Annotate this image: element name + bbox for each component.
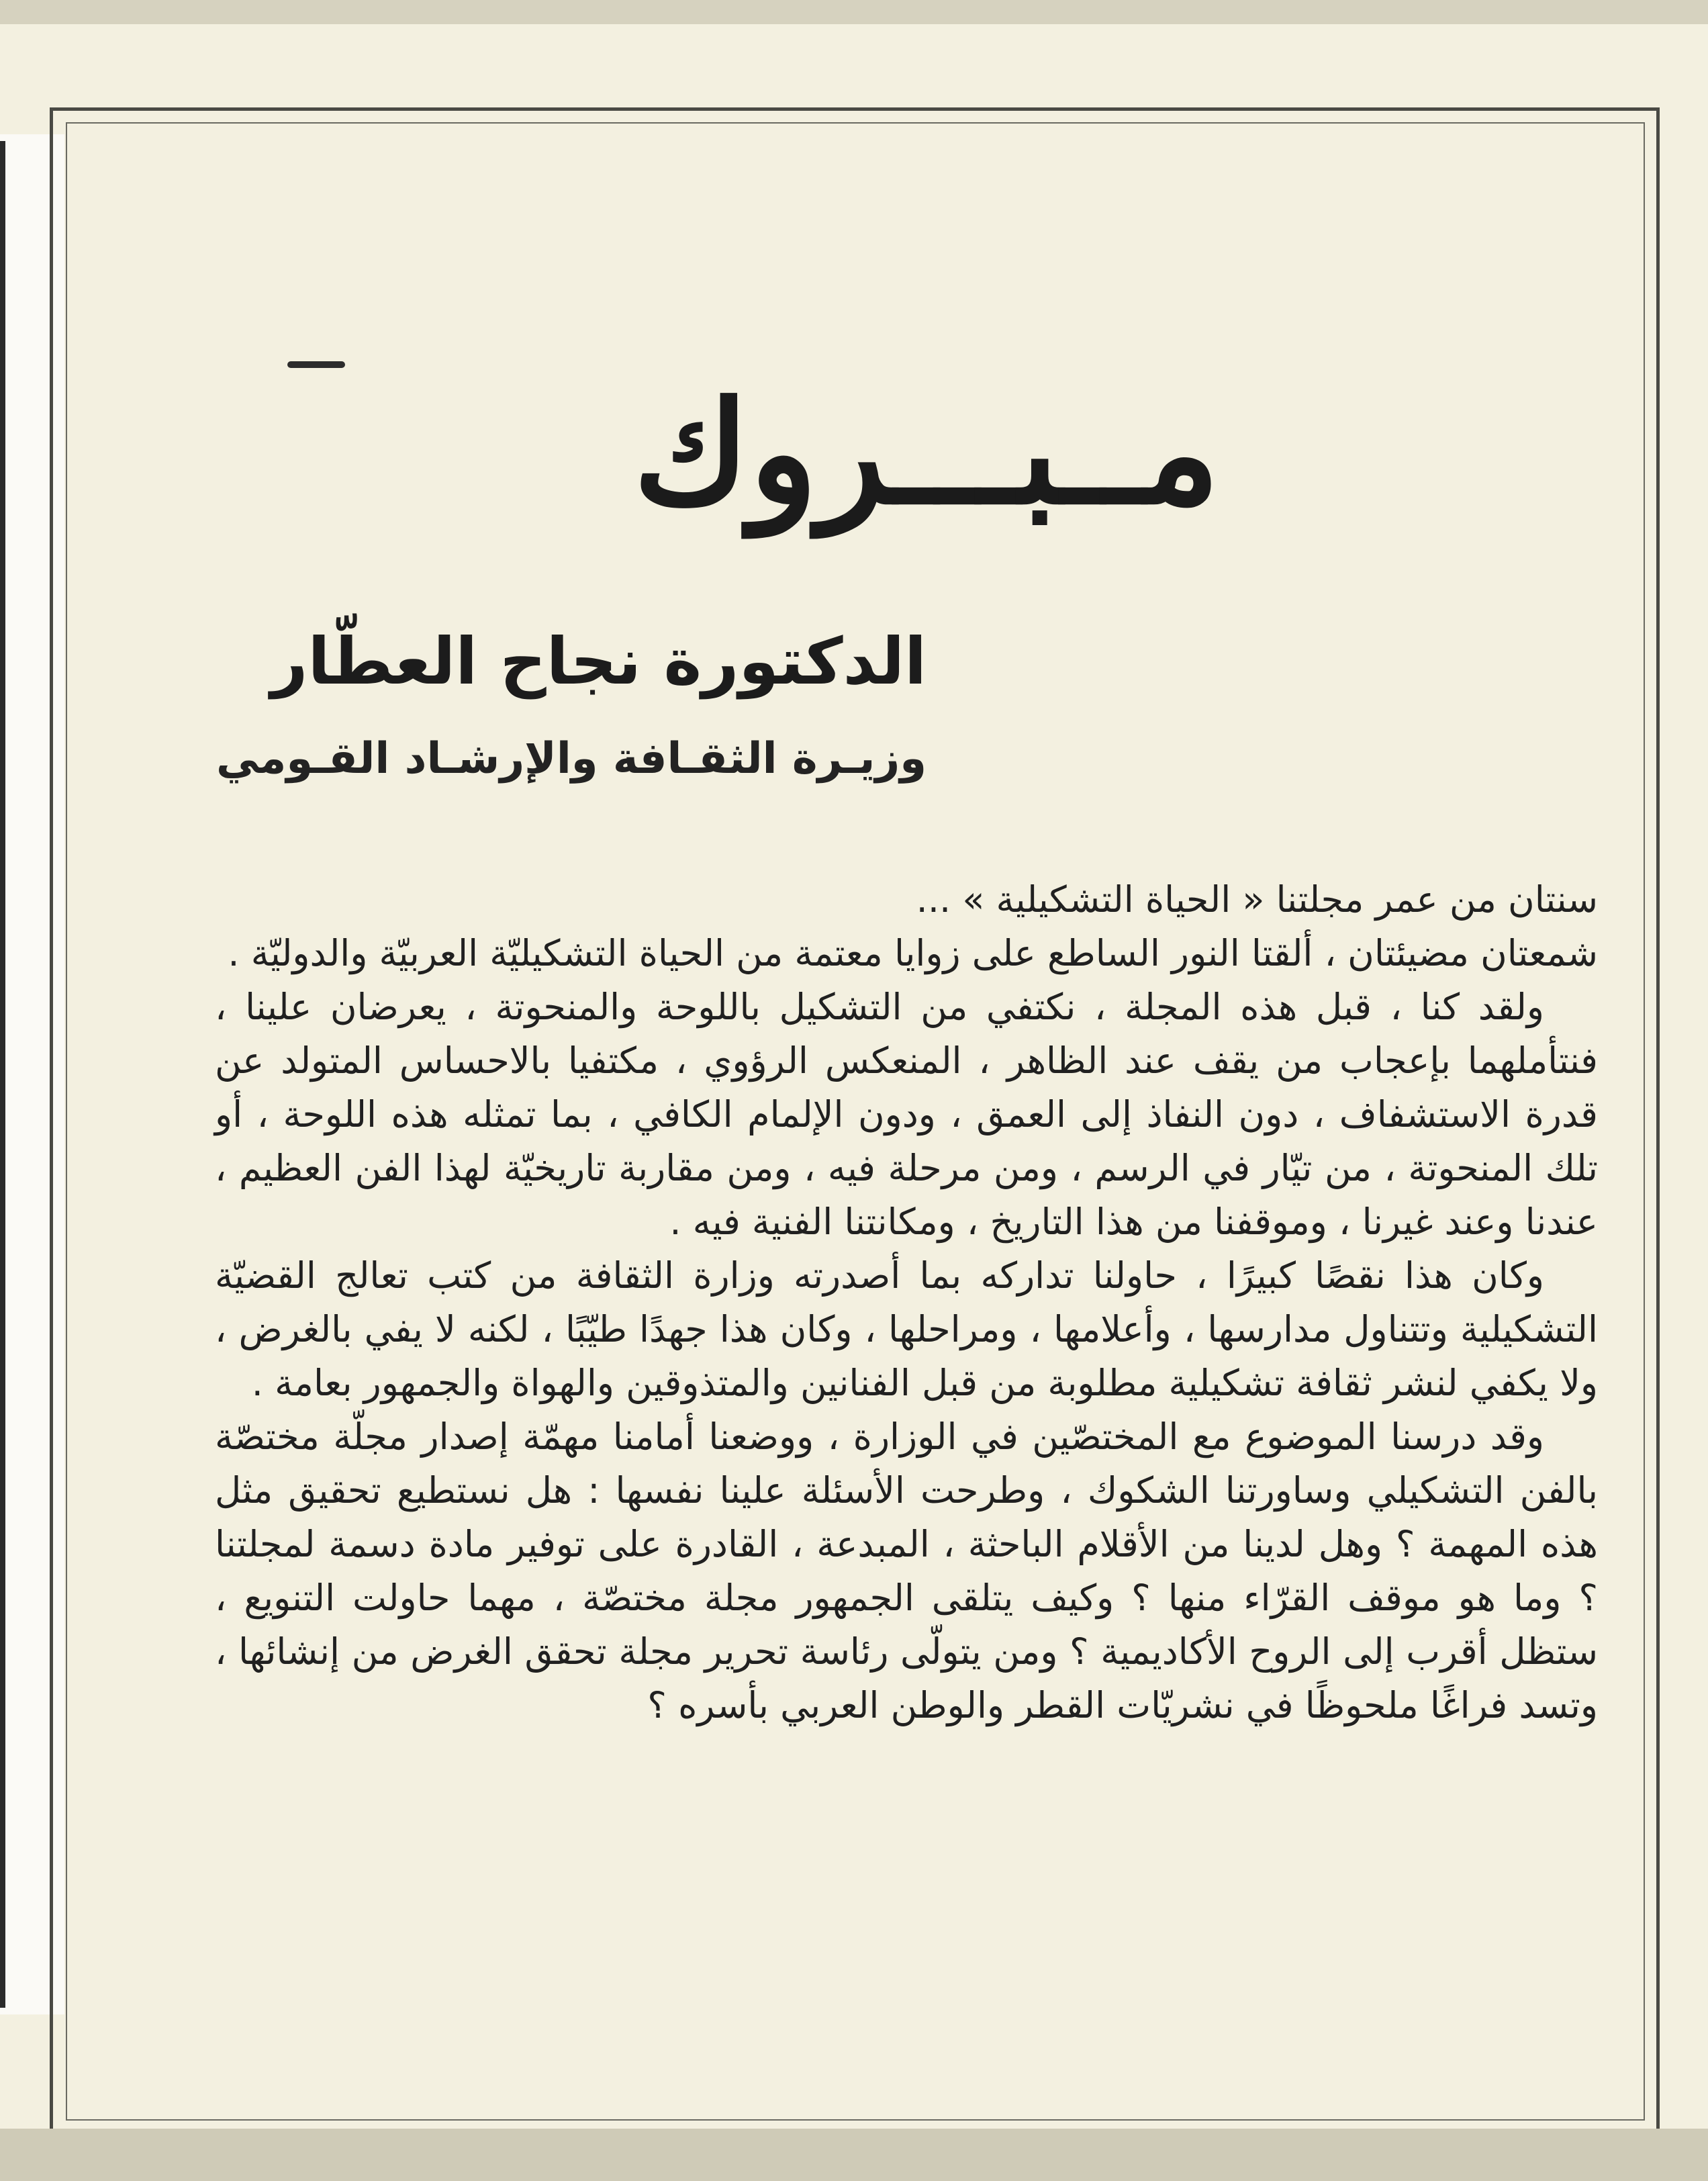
article-title: مــبـــروك xyxy=(633,370,1220,536)
author-role: وزيـرة الثقـافة والإرشـاد القـومي xyxy=(216,734,927,784)
article-body xyxy=(215,873,1598,1732)
paragraph: وكان هذا نقصًا كبيرًا ، حاولنا تداركه بما أصدرته وزارة الثقافة من كتب تعالج القضيّة التشكيلية وتتناول مدارسها ، وأعلامها ، ومراحلها ، وكان هذا جهدًا طيّبًا ، لكنه لا يفي بالغرض ، ولا يكفي لنشر ثقافة تشكيلية مطلوبة من قبل الفنانين والمتذوقين والهواة والجمهور بعامة . xyxy=(215,1254,1598,1404)
scan-bottom-edge xyxy=(0,2129,1708,2181)
author-name: الدكتورة نجاح العطّار xyxy=(271,624,927,699)
title-ornament-dash xyxy=(287,361,345,368)
paragraph: شمعتان مضيئتان ، ألقتا النور الساطع على زوايا معتمة من الحياة التشكيليّة العربيّة والدوليّة . xyxy=(228,932,1598,974)
paragraph: ولقد كنا ، قبل هذه المجلة ، نكتفي من التشكيل باللوحة والمنحوتة ، يعرضان علينا ، فنتأملهما بإعجاب من يقف عند الظاهر ، المنعكس الرؤوي ، مكتفيا بالاحساس المتولد عن قدرة الاستشفاف ، دون النفاذ إلى العمق ، ودون الإلمام الكافي ، بما تمثله هذه اللوحة ، أو تلك المنحوتة ، من تيّار في الرسم ، ومن مرحلة فيه ، ومن مقاربة تاريخيّة لهذا الفن العظيم ، عندنا وعند غيرنا ، وموقفنا من هذا التاريخ ، ومكانتنا الفنية فيه . xyxy=(215,986,1598,1243)
paragraph: سنتان من عمر مجلتنا « الحياة التشكيلية » ... xyxy=(916,878,1598,921)
paragraph: وقد درسنا الموضوع مع المختصّين في الوزارة ، ووضعنا أمامنا مهمّة إصدار مجلّة مختصّة بالفن التشكيلي وساورتنا الشكوك ، وطرحت الأسئلة علينا نفسها : هل نستطيع تحقيق مثل هذه المهمة ؟ وهل لدينا من الأقلام الباحثة ، المبدعة ، القادرة على توفير مادة دسمة لمجلتنا ؟ وما هو موقف القرّاء منها ؟ وكيف يتلقى الجمهور مجلة مختصّة ، مهما حاولت التنويع ، ستظل أقرب إلى الروح الأكاديمية ؟ ومن يتولّى رئاسة تحرير مجلة تحقق الغرض من إنشائها ، وتسد فراغًا ملحوظًا في نشريّات القطر والوطن العربي بأسره ؟ xyxy=(215,1416,1598,1726)
page-edge-shadow xyxy=(0,141,5,2008)
